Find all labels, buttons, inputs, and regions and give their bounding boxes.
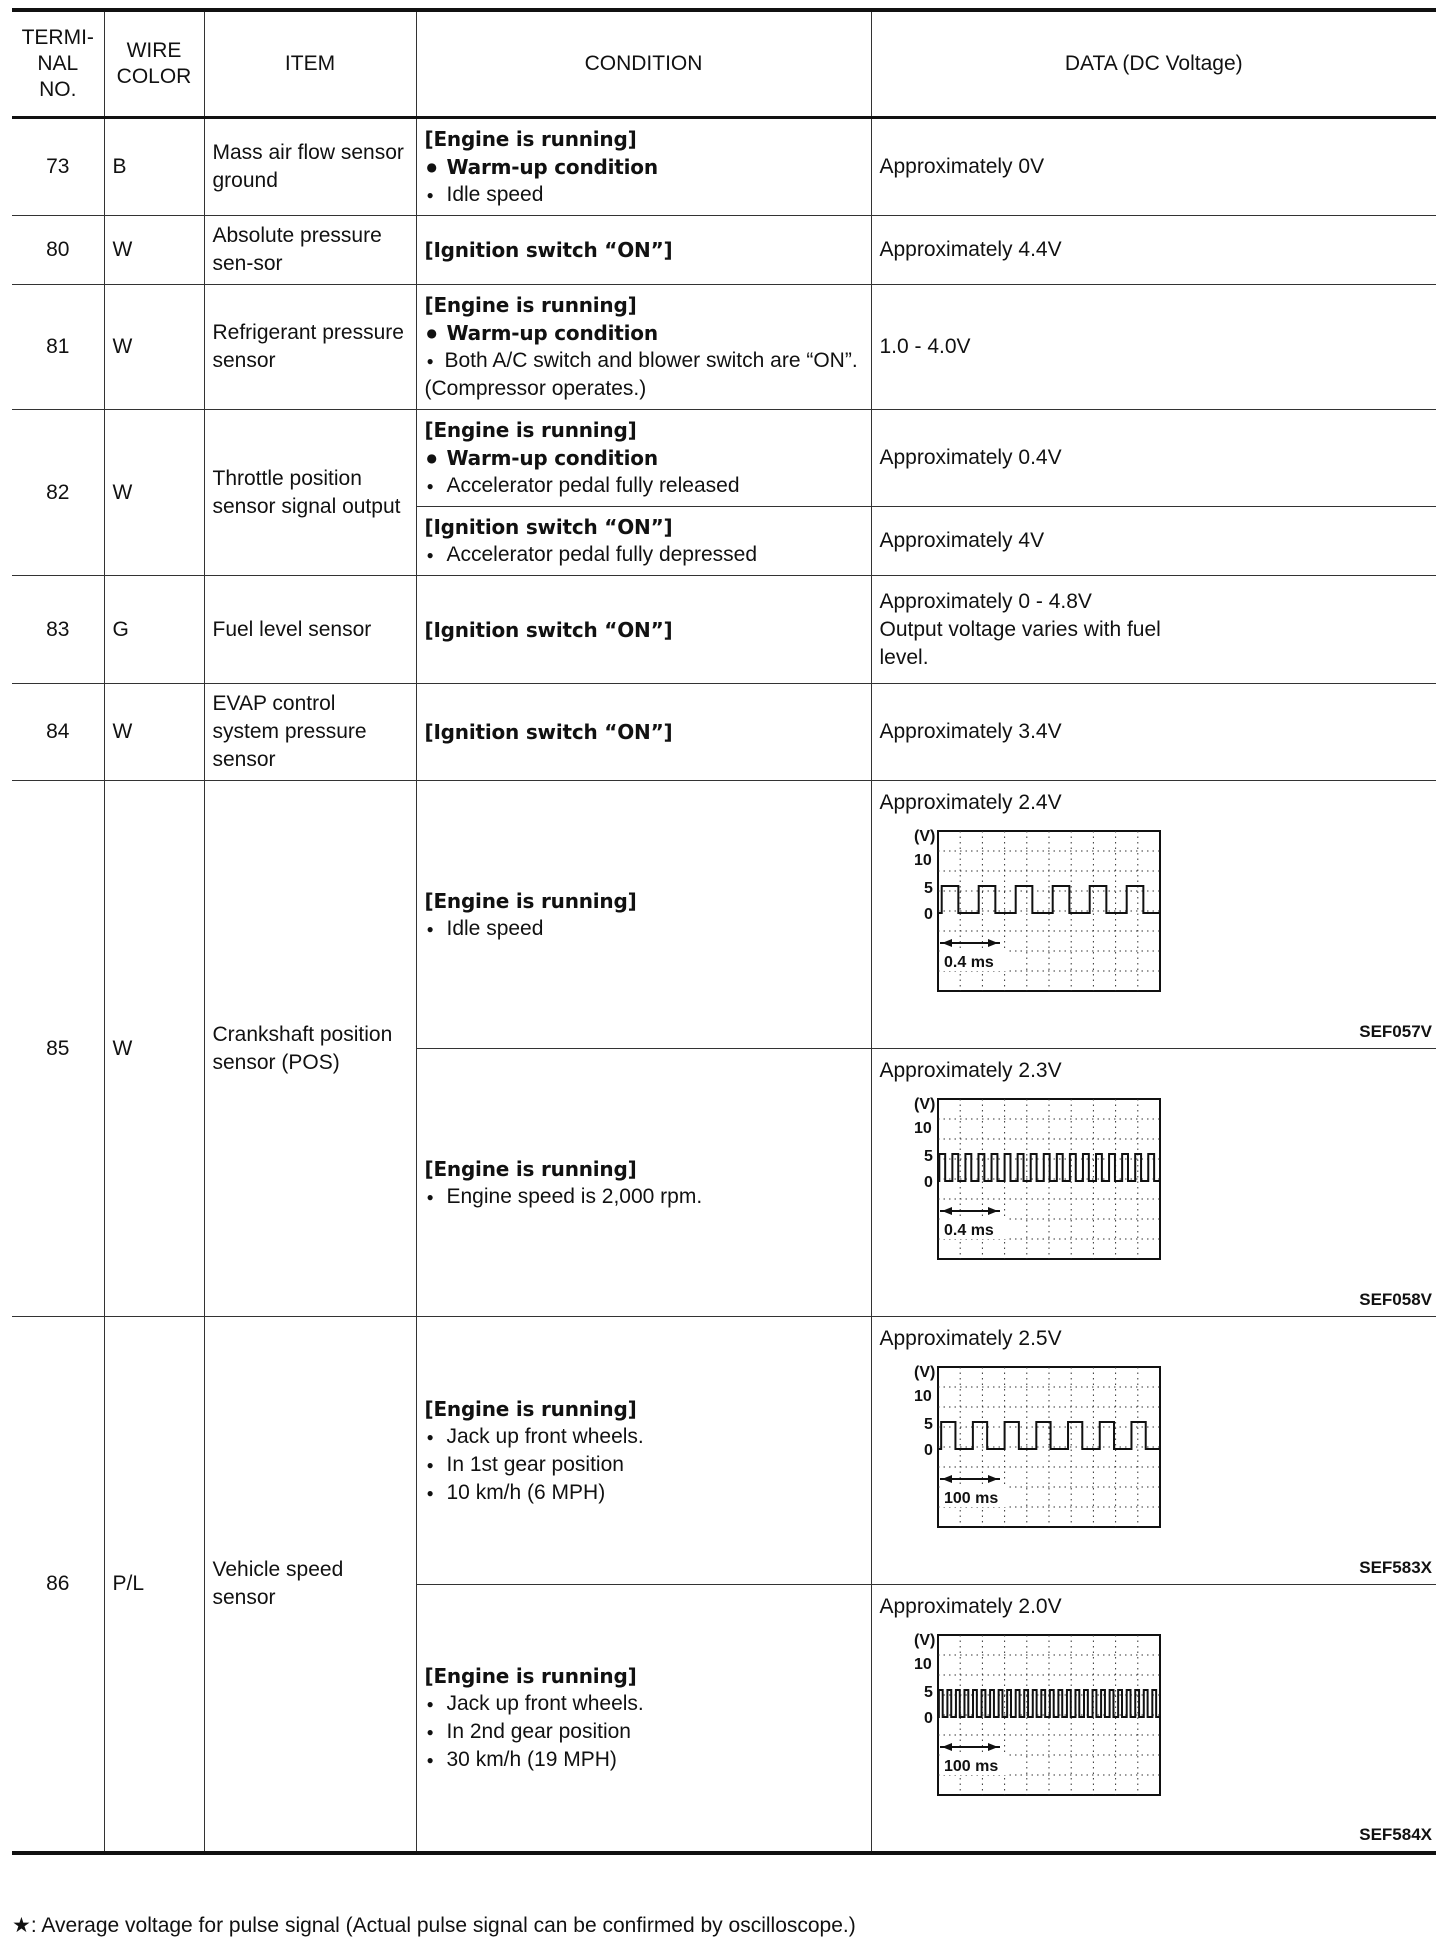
condition-bullet: ● Idle speed: [425, 915, 863, 943]
wire-color: W: [104, 684, 204, 781]
data-cell: [871, 1585, 1436, 1853]
condition-bullet: ● In 1st gear position: [425, 1451, 863, 1479]
axis-tick-0: 0: [923, 1710, 933, 1727]
terminal-number: 86: [12, 1317, 104, 1853]
time-scale-arrowhead: [988, 1207, 998, 1215]
item-name: Refrigerant pressure sensor: [204, 285, 416, 410]
terminal-number: 83: [12, 576, 104, 684]
condition-bullet: ● Accelerator pedal fully released: [425, 472, 863, 500]
axis-tick-10: 10: [913, 1656, 932, 1673]
condition-bullet: ● In 2nd gear position: [425, 1718, 863, 1746]
wire-color: B: [104, 118, 204, 216]
data-value: Approximately 2.4V: [879, 791, 1062, 814]
condition-heading: [Ignition switch “ON”]: [424, 238, 673, 262]
condition-heading: [Engine is running]: [424, 888, 637, 913]
table-row: [12, 118, 1436, 216]
figure-code: SEF583X: [1359, 1558, 1432, 1577]
condition-cell: [416, 410, 871, 507]
condition-cell: [416, 118, 871, 216]
table-row: [12, 216, 1436, 285]
table-row: [12, 1317, 1436, 1585]
table-row: [12, 285, 1436, 410]
time-scale-label: 100 ms: [943, 1490, 998, 1507]
wire-color: W: [104, 410, 204, 576]
terminal-number: 81: [12, 285, 104, 410]
condition-bullet: ● Accelerator pedal fully depressed: [425, 541, 863, 569]
header-condition: CONDITION: [416, 10, 871, 118]
header-wire-line1: WIRE: [126, 39, 182, 62]
header-data: DATA (DC Voltage): [871, 10, 1436, 118]
condition-bullet: ● 10 km/h (6 MPH): [425, 1479, 863, 1507]
time-scale-arrowhead: [988, 939, 998, 947]
data-value: Approximately 2.0V: [879, 1595, 1062, 1618]
footnote: ★: Average voltage for pulse signal (Actual pulse signal can be confirmed by oscilloscope.): [12, 1914, 856, 1937]
axis-tick-0: 0: [923, 906, 933, 923]
condition-cell: [416, 781, 871, 1049]
axis-tick-5: 5: [923, 1416, 933, 1433]
waveform-figure: [880, 821, 1190, 1021]
condition-cell: [416, 1585, 871, 1853]
waveform-sef057v: [880, 821, 1190, 999]
condition-cell: [416, 1049, 871, 1317]
axis-unit-label: (V): [913, 1632, 935, 1649]
axis-unit-label: (V): [913, 828, 935, 845]
data-value: Approximately 0.4V: [871, 410, 1436, 507]
condition-bullet: ● Warm-up condition: [425, 153, 863, 181]
condition-cell: [416, 576, 871, 684]
condition-bullet: ● Warm-up condition: [425, 444, 863, 472]
time-scale-label: 0.4 ms: [943, 1222, 994, 1239]
header-terminal-line1: TERMI-: [21, 26, 94, 49]
axis-tick-0: 0: [923, 1174, 933, 1191]
waveform-sef583x: [880, 1357, 1190, 1535]
axis-tick-5: 5: [923, 1684, 933, 1701]
item-name: Vehicle speed sensor: [204, 1317, 416, 1853]
wire-color: W: [104, 781, 204, 1317]
data-note: Output voltage varies with fuel level.: [879, 617, 1161, 669]
table-row: [12, 576, 1436, 684]
condition-heading: [Ignition switch “ON”]: [424, 720, 673, 744]
data-value: Approximately 4V: [871, 507, 1436, 576]
condition-bullet: ● Idle speed: [425, 181, 863, 209]
waveform-sef584x: [880, 1625, 1190, 1803]
header-item: ITEM: [204, 10, 416, 118]
waveform-figure: [880, 1357, 1190, 1557]
item-name: Fuel level sensor: [204, 576, 416, 684]
item-name: EVAP control system pressure sensor: [204, 684, 416, 781]
header-wire-line2: COLOR: [116, 65, 192, 88]
axis-unit-label: (V): [913, 1364, 935, 1381]
condition-cell: [416, 507, 871, 576]
condition-cell: [416, 216, 871, 285]
wire-color: P/L: [104, 1317, 204, 1853]
condition-heading: [Engine is running]: [424, 418, 637, 442]
item-name: Crankshaft position sensor (POS): [204, 781, 416, 1317]
table-row: [12, 410, 1436, 507]
terminal-table-page: [12, 8, 1436, 1855]
condition-heading: [Ignition switch “ON”]: [424, 617, 673, 642]
condition-bullet: ● Warm-up condition: [425, 319, 863, 347]
item-name: Absolute pressure sen-sor: [204, 216, 416, 285]
header-terminal-line2: NAL: [37, 52, 79, 75]
wire-color: W: [104, 216, 204, 285]
data-value: Approximately 2.3V: [879, 1059, 1062, 1082]
condition-heading: [Ignition switch “ON”]: [424, 515, 673, 539]
condition-cell: [416, 285, 871, 410]
time-scale-arrowhead: [942, 1207, 952, 1215]
time-scale-arrowhead: [988, 1743, 998, 1751]
item-name: Throttle position sensor signal output: [204, 410, 416, 576]
table-row: [12, 684, 1436, 781]
data-cell: [871, 576, 1436, 684]
axis-tick-0: 0: [923, 1442, 933, 1459]
wire-color: W: [104, 285, 204, 410]
waveform-figure: [880, 1625, 1190, 1825]
time-scale-label: 100 ms: [943, 1758, 998, 1775]
data-value: Approximately 0 - 4.8V: [879, 589, 1092, 613]
terminal-number: 85: [12, 781, 104, 1317]
data-value: Approximately 3.4V: [871, 684, 1436, 781]
figure-code: SEF057V: [1359, 1022, 1432, 1041]
ecm-terminal-table: [12, 8, 1436, 1855]
time-scale-arrowhead: [942, 1475, 952, 1483]
table-header: [12, 10, 1436, 118]
header-wire-color: [104, 10, 204, 118]
data-value: Approximately 4.4V: [871, 216, 1436, 285]
condition-heading: [Engine is running]: [424, 293, 637, 317]
time-scale-label: 0.4 ms: [943, 954, 994, 971]
data-cell: [871, 781, 1436, 1049]
condition-bullet: ● Jack up front wheels.: [425, 1690, 863, 1718]
condition-cell: [416, 1317, 871, 1585]
time-scale-arrowhead: [942, 939, 952, 947]
condition-heading: [Engine is running]: [424, 1396, 637, 1421]
table-row: [12, 781, 1436, 1049]
waveform-figure: [880, 1089, 1190, 1289]
axis-tick-10: 10: [913, 1120, 932, 1137]
terminal-number: 82: [12, 410, 104, 576]
header-terminal: [12, 10, 104, 118]
waveform-sef058v: [880, 1089, 1190, 1267]
axis-unit-label: (V): [913, 1096, 935, 1113]
item-name: Mass air flow sensor ground: [204, 118, 416, 216]
axis-tick-5: 5: [923, 880, 933, 897]
terminal-number: 73: [12, 118, 104, 216]
condition-heading: [Engine is running]: [424, 1156, 637, 1181]
axis-tick-10: 10: [913, 852, 932, 869]
header-terminal-line3: NO.: [39, 78, 77, 101]
terminal-number: 80: [12, 216, 104, 285]
condition-note: (Compressor operates.): [424, 377, 647, 400]
data-value: Approximately 2.5V: [879, 1327, 1062, 1350]
time-scale-arrowhead: [988, 1475, 998, 1483]
terminal-number: 84: [12, 684, 104, 781]
axis-tick-10: 10: [913, 1388, 932, 1405]
data-cell: [871, 1317, 1436, 1585]
data-value: Approximately 0V: [871, 118, 1436, 216]
condition-bullet: ● Engine speed is 2,000 rpm.: [425, 1183, 863, 1211]
wire-color: G: [104, 576, 204, 684]
data-cell: [871, 1049, 1436, 1317]
figure-code: SEF058V: [1359, 1290, 1432, 1309]
condition-bullet: ● Jack up front wheels.: [425, 1423, 863, 1451]
condition-bullet: ● Both A/C switch and blower switch are “ON”.: [425, 347, 863, 375]
condition-heading: [Engine is running]: [424, 127, 637, 151]
data-value: 1.0 - 4.0V: [871, 285, 1436, 410]
condition-heading: [Engine is running]: [424, 1663, 637, 1688]
waveform-trace: [938, 1690, 1160, 1717]
waveform-trace: [938, 1154, 1160, 1181]
figure-code: SEF584X: [1359, 1824, 1432, 1844]
condition-bullet: ● 30 km/h (19 MPH): [425, 1746, 863, 1774]
axis-tick-5: 5: [923, 1148, 933, 1165]
condition-cell: [416, 684, 871, 781]
time-scale-arrowhead: [942, 1743, 952, 1751]
